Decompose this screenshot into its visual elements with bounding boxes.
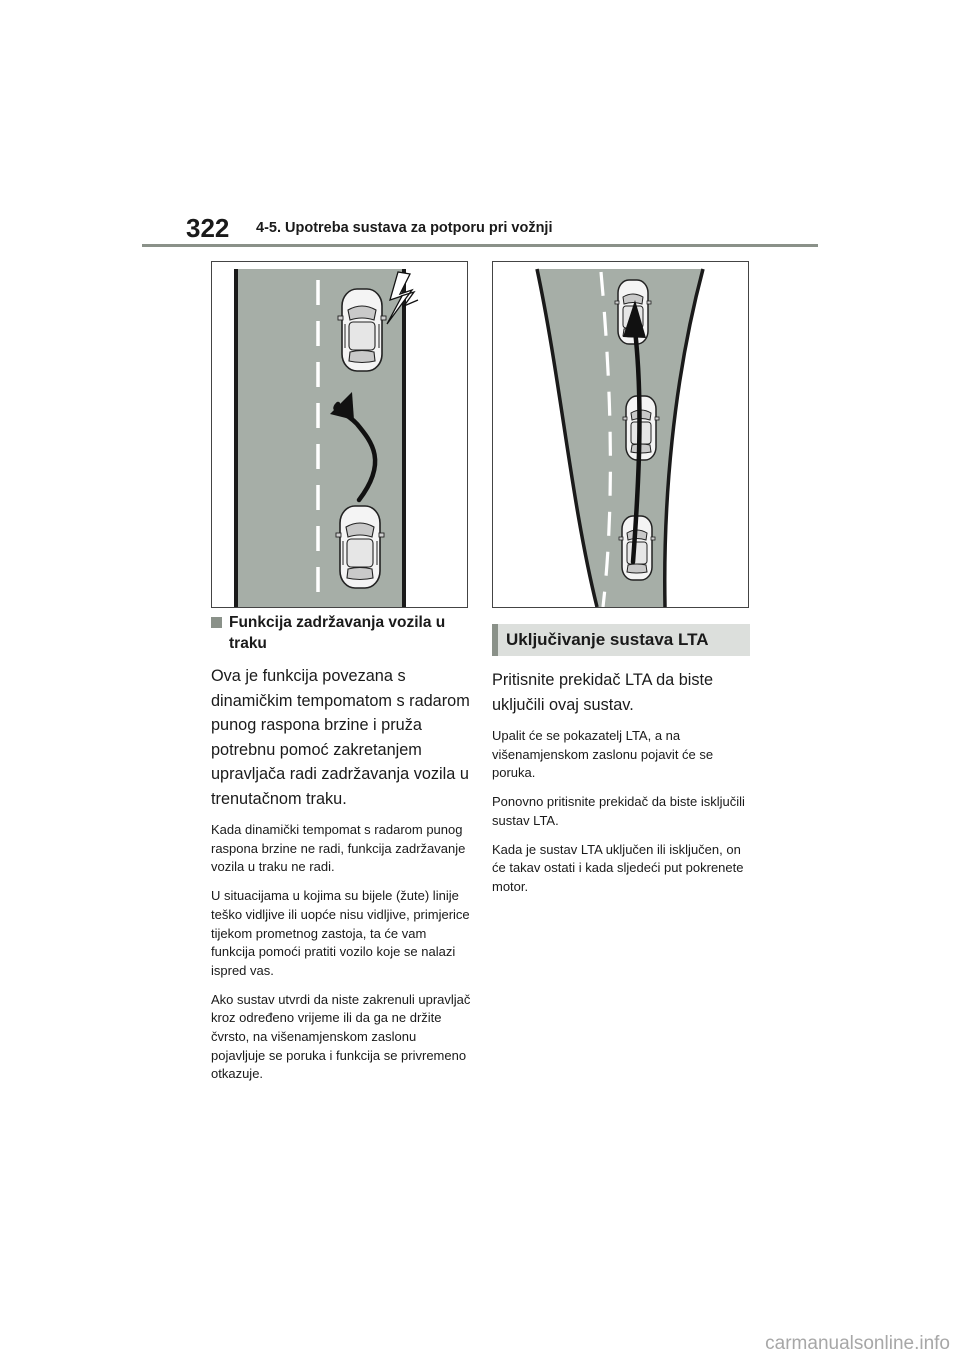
- body-paragraph-1: Kada dinamički tempomat s radarom punog raspona brzine ne radi, funkcija zadržavanje vozila u traku ne radi.: [211, 822, 466, 875]
- chapter-title: 4-5. Upotreba sustava za potporu pri vožnji: [256, 220, 553, 236]
- subheading-lane-keeping: [211, 612, 471, 654]
- right-edge-line: [402, 269, 406, 607]
- lane-tracing-illustration: [492, 261, 749, 608]
- body-paragraph-2: U situacijama u kojima su bijele (žute) linije teško vidljive ili uopće nisu vidljive, primjerice tijekom prometnog zastoja, ta će vam funkcija pomoći pratiti vozilo koje se nalazi ispred vas.: [211, 888, 470, 978]
- page-number: 322: [186, 213, 230, 243]
- lead-paragraph-right: Pritisnite prekidač LTA da biste uključili ovaj sustav.: [492, 671, 714, 714]
- car-drifting: [338, 289, 386, 371]
- body-paragraph-right-2: Ponovno pritisnite prekidač da biste isključili sustav LTA.: [492, 794, 745, 828]
- lead-paragraph: Ova je funkcija povezana s dinamičkim tempomatom s radarom punog raspona brzine i pruža potrebnu pomoć zakretanjem upravljača radi zadržavanja vozila u trenutačnom traku.: [211, 667, 470, 808]
- lane-keeping-illustration: [211, 261, 468, 608]
- subheading-text: Funkcija zadržavanja vozila u traku: [229, 614, 446, 652]
- header-rule: [142, 244, 818, 247]
- body-paragraph-right-3: Kada je sustav LTA uključen ili isključen, on će takav ostati i kada sljedeći put pokrenete motor.: [492, 841, 744, 894]
- right-column: [492, 624, 750, 907]
- body-paragraph-right-1: Upalit će se pokazatelj LTA, a na višenamjenskom zaslonu pojavit će se poruka.: [492, 728, 714, 781]
- left-column: [211, 612, 471, 1094]
- banner-accent-bar: [492, 624, 498, 656]
- lane-tracing-drawing: [493, 262, 748, 607]
- car-start: [336, 506, 384, 588]
- watermark-link[interactable]: carmanualsonline.info: [765, 1333, 950, 1354]
- lane-keeping-drawing: [212, 262, 467, 607]
- square-bullet-icon: [211, 617, 222, 628]
- section-banner: [492, 624, 750, 656]
- left-edge-line: [234, 269, 238, 607]
- section-title: Uključivanje sustava LTA: [506, 630, 709, 649]
- body-paragraph-3: Ako sustav utvrdi da niste zakrenuli upravljač kroz određeno vrijeme ili da ga ne držite čvrsto, na višenamjenskom zaslonu pojavljuje se poruka i funkcija se privremeno otkazuje.: [211, 991, 471, 1082]
